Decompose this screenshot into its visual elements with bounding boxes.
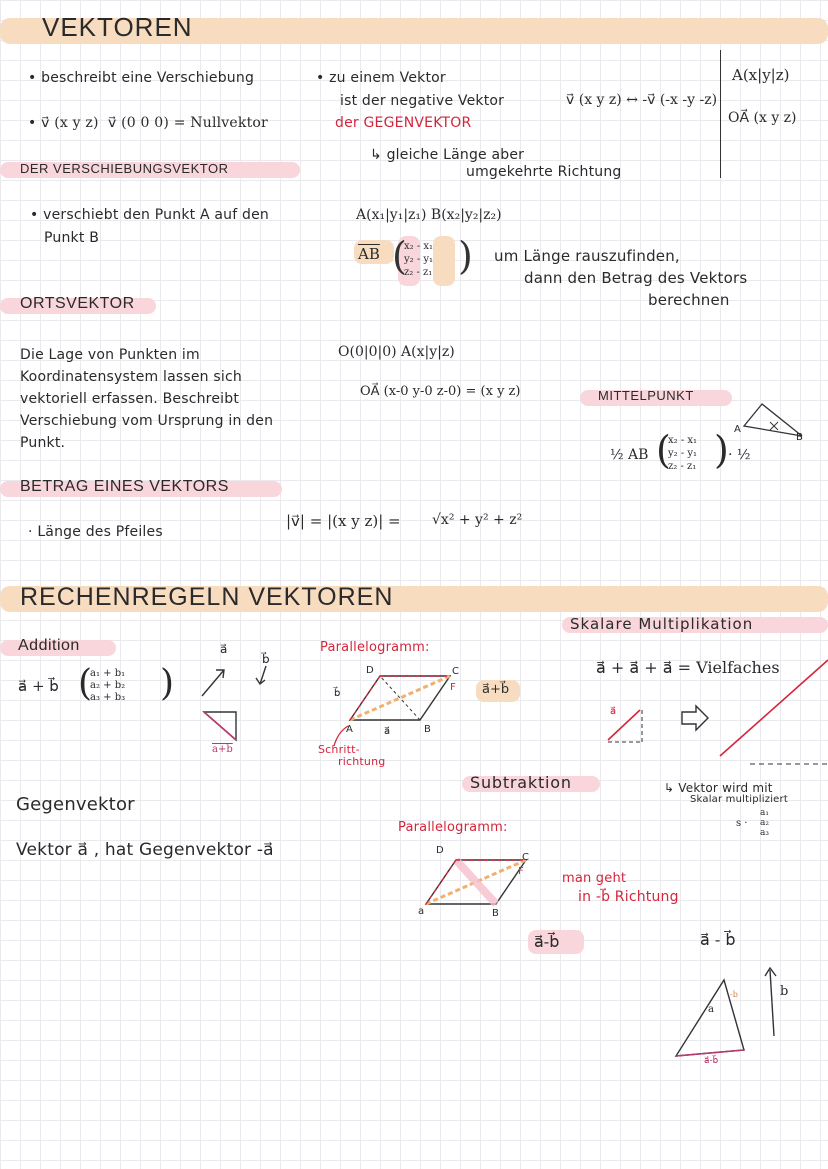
tri-label-b: B	[796, 432, 803, 443]
intro-nullvektor: v⃗ (0 0 0) = Nullvektor	[107, 115, 268, 131]
ab-col-highlight-2	[433, 236, 455, 286]
addition-paren-right: )	[160, 663, 175, 704]
par-add-step-1: Schritt-	[318, 743, 360, 756]
skalar-note-1: ↳ Vektor wird mit	[664, 781, 773, 795]
skalar-note-2: Skalar multipliziert	[690, 794, 788, 805]
verschiebung-text-1-span: verschiebt den Punkt A auf den	[43, 207, 270, 223]
ortsvektor-line-1: Die Lage von Punkten im	[20, 347, 200, 363]
ortsvektor-formula-2: OA⃗ (x-0 y-0 z-0) = (x y z)	[360, 384, 521, 399]
ortsvektor-heading: ORTSVEKTOR	[20, 295, 135, 312]
tri-label-a: A	[734, 424, 741, 435]
sub-diff-2: a⃗ - b⃗	[700, 930, 736, 949]
mittel-row-3: z₂ - z₁	[668, 461, 697, 472]
neg-line-1: • zu einem Vektor	[316, 70, 446, 86]
ab-rows	[404, 240, 433, 279]
ortsvektor-line-4: Verschiebung vom Ursprung in den	[20, 413, 274, 429]
ortsvektor-line-5: Punkt.	[20, 435, 66, 451]
implies-arrow-icon	[682, 706, 708, 730]
betrag-note-2: dann den Betrag des Vektors	[524, 269, 748, 287]
par-add-heading: Parallelogramm:	[320, 640, 430, 655]
sub-label-b: b	[780, 984, 789, 999]
neg-line-3: der GEGENVEKTOR	[335, 115, 472, 131]
par-add-d: D	[366, 665, 374, 676]
neg-formula: v⃗ (x y z) ↔ -v⃗ (-x -y -z)	[566, 92, 718, 108]
par-add-diagonal-2	[380, 676, 420, 720]
ab-row-2: y₂ - y₁	[404, 254, 434, 265]
ortsvektor-text	[20, 344, 273, 454]
betrag-formula-rhs: √x² + y² + z²	[432, 512, 523, 528]
addition-label-a: a⃗	[220, 642, 228, 656]
point-a-label: A(x|y|z)	[732, 66, 790, 84]
par-add-sum: a⃗+b⃗	[482, 682, 510, 697]
par-sub-d: D	[436, 845, 444, 856]
rechen-heading: RECHENREGELN VEKTOREN	[20, 583, 394, 611]
intro-bullet-1: • beschreibt eine Verschiebung	[28, 70, 255, 86]
skalar-row-3: a₃	[760, 828, 769, 838]
betrag-heading: BETRAG EINES VEKTORS	[20, 478, 229, 495]
ab-paren-left: (	[392, 234, 407, 278]
par-add-step-2: richtung	[338, 755, 386, 768]
addition-rows	[90, 668, 125, 704]
sub-triangle-svg	[660, 960, 810, 1070]
sub-note-2: in -b⃗ Richtung	[578, 889, 679, 905]
addition-label-sum: a+b	[212, 744, 233, 755]
addition-row-1: a₁ + b₁	[90, 668, 126, 679]
ortsvektor-line-2: Koordinatensystem lassen sich	[20, 369, 242, 385]
mittel-half: · ½	[728, 447, 751, 463]
addition-arrow-a	[202, 670, 224, 696]
mittelpunkt-frac: ½ AB	[610, 447, 649, 463]
skalar-heading: Skalare Multiplikation	[570, 615, 754, 633]
par-add-c: C	[452, 666, 459, 677]
mittel-paren-left: (	[656, 428, 671, 472]
gegenvektor-heading: Gegenvektor	[16, 794, 135, 815]
betrag-formula-lhs: |v⃗| = |(x y z)| =	[286, 512, 401, 530]
sub-label-amb: a⃗-b⃗	[704, 1056, 719, 1066]
intro-bullet-2: • v⃗ (x y z) v⃗ (0 0 0) = Nullvektor	[28, 115, 268, 131]
skalar-rows	[760, 808, 769, 838]
par-add-b: B	[424, 724, 431, 735]
addition-formula: a⃗ + b⃗	[18, 677, 59, 695]
par-add-vec-b: b⃗	[334, 688, 341, 699]
skalar-s: s ·	[736, 818, 748, 829]
mittel-row-1: x₂ - x₁	[668, 435, 698, 446]
skalar-vec-a: a⃗	[610, 706, 617, 717]
oa-vector: OA⃗ (x y z)	[728, 110, 797, 126]
sub-label-minus-b: -b	[730, 990, 738, 999]
skalar-note	[664, 782, 788, 806]
gegenvektor-text: Vektor a⃗ , hat Gegenvektor -a⃗	[16, 840, 274, 860]
neg-line-1-text: zu einem Vektor	[329, 70, 446, 86]
sub-note	[562, 870, 679, 906]
mittel-rows	[668, 434, 697, 473]
par-sub-c: C	[522, 852, 529, 863]
addition-heading: Addition	[18, 637, 80, 654]
ortsvektor-formula-1: O(0|0|0) A(x|y|z)	[338, 344, 455, 360]
sub-diff: a⃗-b⃗	[534, 932, 560, 951]
page-title: VEKTOREN	[42, 12, 193, 42]
par-sub-diff-band	[456, 860, 496, 904]
neg-note-2: umgekehrte Richtung	[466, 164, 622, 180]
verschiebung-text-1: • verschiebt den Punkt A auf den	[30, 207, 270, 223]
skalar-row-2: a₂	[760, 818, 769, 828]
mittel-paren-right: )	[714, 428, 729, 472]
betrag-note-1: um Länge rauszufinden,	[494, 247, 680, 265]
par-add-vec-a: a⃗	[384, 726, 391, 737]
subtraktion-heading: Subtraktion	[470, 773, 572, 792]
addition-label-b: b⃗	[262, 652, 270, 666]
ab-paren-right: )	[458, 234, 473, 278]
ab-row-3: z₂ - z₁	[404, 267, 433, 278]
sub-note-1: man geht	[562, 871, 627, 886]
sub-b-arrow	[770, 970, 774, 1036]
neg-line-2: ist der negative Vektor	[340, 93, 505, 109]
ab-row-1: x₂ - x₁	[404, 241, 434, 252]
intro-bullet-1-text: beschreibt eine Verschiebung	[41, 70, 255, 86]
par-sub-heading: Parallelogramm:	[398, 820, 508, 835]
skalar-row-1: a₁	[760, 808, 769, 818]
par-sub-f: F	[518, 866, 524, 877]
mittel-row-2: y₂ - y₁	[668, 448, 698, 459]
vertical-divider	[720, 50, 721, 178]
mittelpunkt-heading: MITTELPUNKT	[598, 388, 694, 403]
verschiebung-text-2: Punkt B	[44, 230, 99, 246]
skalar-svg	[600, 690, 828, 770]
mittel-triangle-svg	[738, 400, 818, 440]
betrag-note-3: berechnen	[648, 291, 730, 309]
ortsvektor-line-3: vektoriell erfassen. Beschreibt	[20, 391, 240, 407]
par-add-a: A	[346, 724, 353, 735]
addition-paren-left: (	[78, 663, 93, 704]
betrag-text-span: Länge des Pfeiles	[37, 524, 163, 540]
betrag-text: · Länge des Pfeiles	[28, 524, 163, 540]
sub-label-a: a	[708, 1004, 714, 1015]
par-sub-a: a	[418, 906, 425, 917]
ab-label: $\overline{AB}$	[358, 245, 380, 263]
addition-row-2: a₂ + b₂	[90, 680, 126, 691]
par-sub-b: B	[492, 908, 499, 919]
verschiebung-heading: DER VERSCHIEBUNGSVEKTOR	[20, 161, 229, 176]
skalar-formula: a⃗ + a⃗ + a⃗ = Vielfaches	[596, 658, 780, 677]
addition-row-3: a₃ + b₃	[90, 692, 126, 703]
par-add-f: F	[450, 682, 456, 693]
intro-vector-v: v⃗ (x y z)	[41, 115, 99, 131]
neg-note-1: ↳ gleiche Länge aber	[370, 147, 525, 163]
addition-sum-line	[204, 712, 236, 740]
verschiebung-points: A(x₁|y₁|z₁) B(x₂|y₂|z₂)	[356, 207, 502, 223]
par-add-step	[318, 744, 385, 768]
mittel-triangle	[744, 404, 802, 436]
